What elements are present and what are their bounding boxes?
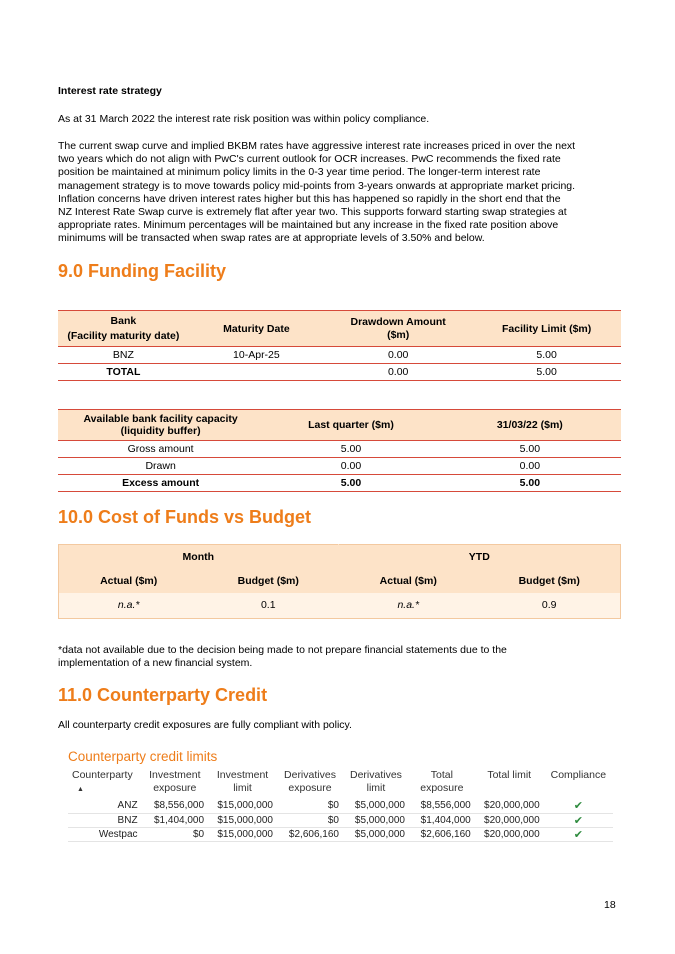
cell: 0.9 <box>541 599 557 612</box>
cell: TOTAL <box>106 366 141 378</box>
cell: 5.00 <box>519 443 541 455</box>
cell: 5.00 <box>340 443 362 455</box>
cell: ANZ <box>117 800 138 812</box>
cell: 0.00 <box>519 460 541 472</box>
col-actual-ytd: Actual ($m) <box>379 574 437 587</box>
cell: $20,000,000 <box>484 828 540 840</box>
cell: $0 <box>327 800 339 812</box>
col-date: 31/03/22 ($m) <box>496 419 563 431</box>
col-budget-ytd: Budget ($m) <box>518 574 580 587</box>
total-row <box>58 364 621 381</box>
cell: $2,606,160 <box>420 828 471 840</box>
cell: 0.00 <box>340 460 362 472</box>
cell: 0.00 <box>387 366 409 378</box>
cell: n.a.* <box>117 599 140 612</box>
cell: $8,556,000 <box>420 800 471 812</box>
cell: 5.00 <box>519 477 541 489</box>
funding-heading: 9.0 Funding Facility <box>58 261 227 281</box>
table-row <box>59 593 621 619</box>
col-capacity: Available bank facility capacity (liquidity buffer) <box>83 413 238 437</box>
cell: Excess amount <box>122 477 200 489</box>
cell: Drawn <box>145 460 176 472</box>
table-row <box>68 827 613 841</box>
col-investment-limit[interactable]: Investment limit <box>216 769 269 794</box>
checkmark-icon: ✔ <box>573 814 583 827</box>
col-derivatives-exposure[interactable]: Derivatives exposure <box>284 769 336 794</box>
cell: $15,000,000 <box>217 800 273 812</box>
table-row <box>58 347 621 364</box>
cell: $20,000,000 <box>484 800 540 812</box>
table-row <box>68 799 613 813</box>
table-row <box>68 813 613 827</box>
para2-line: NZ Interest Rate Swap curve is extremely flat after year two. This supports forward starting swap strategies at <box>58 206 567 219</box>
cell <box>544 813 613 827</box>
col-actual-month: Actual ($m) <box>100 574 158 587</box>
sort-up-icon[interactable]: ▲ <box>77 786 84 793</box>
cell: $1,404,000 <box>420 814 471 826</box>
cost-table <box>58 544 621 619</box>
cell <box>544 799 613 813</box>
cell: $8,556,000 <box>154 800 205 812</box>
cell: $0 <box>327 814 339 826</box>
cell: $2,606,160 <box>288 828 339 840</box>
counterparty-table <box>68 769 613 842</box>
col-limit: Facility Limit ($m) <box>502 322 592 335</box>
cell: 5.00 <box>536 366 557 378</box>
strategy-para2 <box>58 140 618 246</box>
col-derivatives-limit[interactable]: Derivatives limit <box>350 769 402 794</box>
table-row <box>58 458 621 475</box>
footnote-line: implementation of a new financial system. <box>58 657 253 670</box>
col-compliance[interactable]: Compliance <box>550 769 607 781</box>
cell: $5,000,000 <box>354 800 405 812</box>
col-total-exposure[interactable]: Total exposure <box>420 769 464 794</box>
group-month: Month <box>59 545 339 569</box>
cell <box>544 827 613 841</box>
cost-heading: 10.0 Cost of Funds vs Budget <box>58 507 312 527</box>
cell <box>189 364 324 381</box>
cell: 5.00 <box>536 349 557 361</box>
cell: $20,000,000 <box>484 814 540 826</box>
funding-facility-table <box>58 310 621 381</box>
cell: $15,000,000 <box>217 828 273 840</box>
para2-line: minimums will be transacted when swap rates are at appropriate levels of 3.50% and below. <box>58 232 485 245</box>
para2-line: position be maintained at minimum policy limits in the 0-3 year time period. The longer-term interest rate <box>58 166 541 179</box>
cost-footnote <box>58 644 618 670</box>
cell: $0 <box>192 828 205 840</box>
cell: BNZ <box>112 349 134 361</box>
liquidity-table <box>58 409 621 492</box>
footnote-line: *data not available due to the decision being made to not prepare financial statements due to the <box>58 644 507 656</box>
col-counterparty[interactable]: Counterparty ▲ <box>72 769 133 793</box>
cell: n.a.* <box>397 599 420 612</box>
col-maturity: Maturity Date <box>223 322 290 335</box>
cell: $1,404,000 <box>154 814 205 826</box>
page-number: 18 <box>604 899 616 911</box>
checkmark-icon: ✔ <box>573 828 583 841</box>
cell: 10-Apr-25 <box>233 349 280 361</box>
strategy-para1: As at 31 March 2022 the interest rate risk position was within policy compliance. <box>58 113 430 125</box>
para2-line: appropriate rates. Minimum percentages will be maintained but any increase in the fixed rate position above <box>58 219 559 232</box>
counterparty-chart-title: Counterparty credit limits <box>68 749 218 764</box>
total-row <box>58 475 621 492</box>
cell: BNZ <box>117 814 138 826</box>
cell: 5.00 <box>340 477 362 489</box>
cell: Westpac <box>98 828 138 840</box>
checkmark-icon: ✔ <box>573 800 583 813</box>
group-ytd: YTD <box>468 550 490 563</box>
cell: $5,000,000 <box>354 828 405 840</box>
counterparty-intro: All counterparty credit exposures are fully compliant with policy. <box>58 719 352 731</box>
col-budget-month: Budget ($m) <box>237 574 299 587</box>
col-last-quarter: Last quarter ($m) <box>308 419 394 431</box>
cell: Gross amount <box>127 443 194 455</box>
para2-line: two years which do not align with PwC's current outlook for OCR increases. PwC recommends the fixed rate <box>58 153 561 166</box>
col-investment-exposure[interactable]: Investment exposure <box>149 769 201 794</box>
para2-line: The current swap curve and implied BKBM rates have aggressive interest rate increases priced in over the next <box>58 140 576 152</box>
cell: $5,000,000 <box>354 814 405 826</box>
para2-line: Inflation concerns have driven interest rates higher but this has happened so rapidly in the short end that the <box>58 192 561 205</box>
col-drawdown: Drawdown Amount ($m) <box>350 315 446 341</box>
col-total-limit[interactable]: Total limit <box>487 769 532 781</box>
cell: 0.00 <box>387 349 409 361</box>
strategy-heading: Interest rate strategy <box>58 85 162 97</box>
para2-line: management strategy is to move towards policy mid-points from 3-years onwards at appropriate market pricing. <box>58 179 576 192</box>
table-row <box>58 441 621 458</box>
counterparty-heading: 11.0 Counterparty Credit <box>58 685 268 705</box>
col-bank: Bank (Facility maturity date) <box>67 314 180 342</box>
cell: 0.1 <box>260 599 276 612</box>
cell: $15,000,000 <box>217 814 273 826</box>
